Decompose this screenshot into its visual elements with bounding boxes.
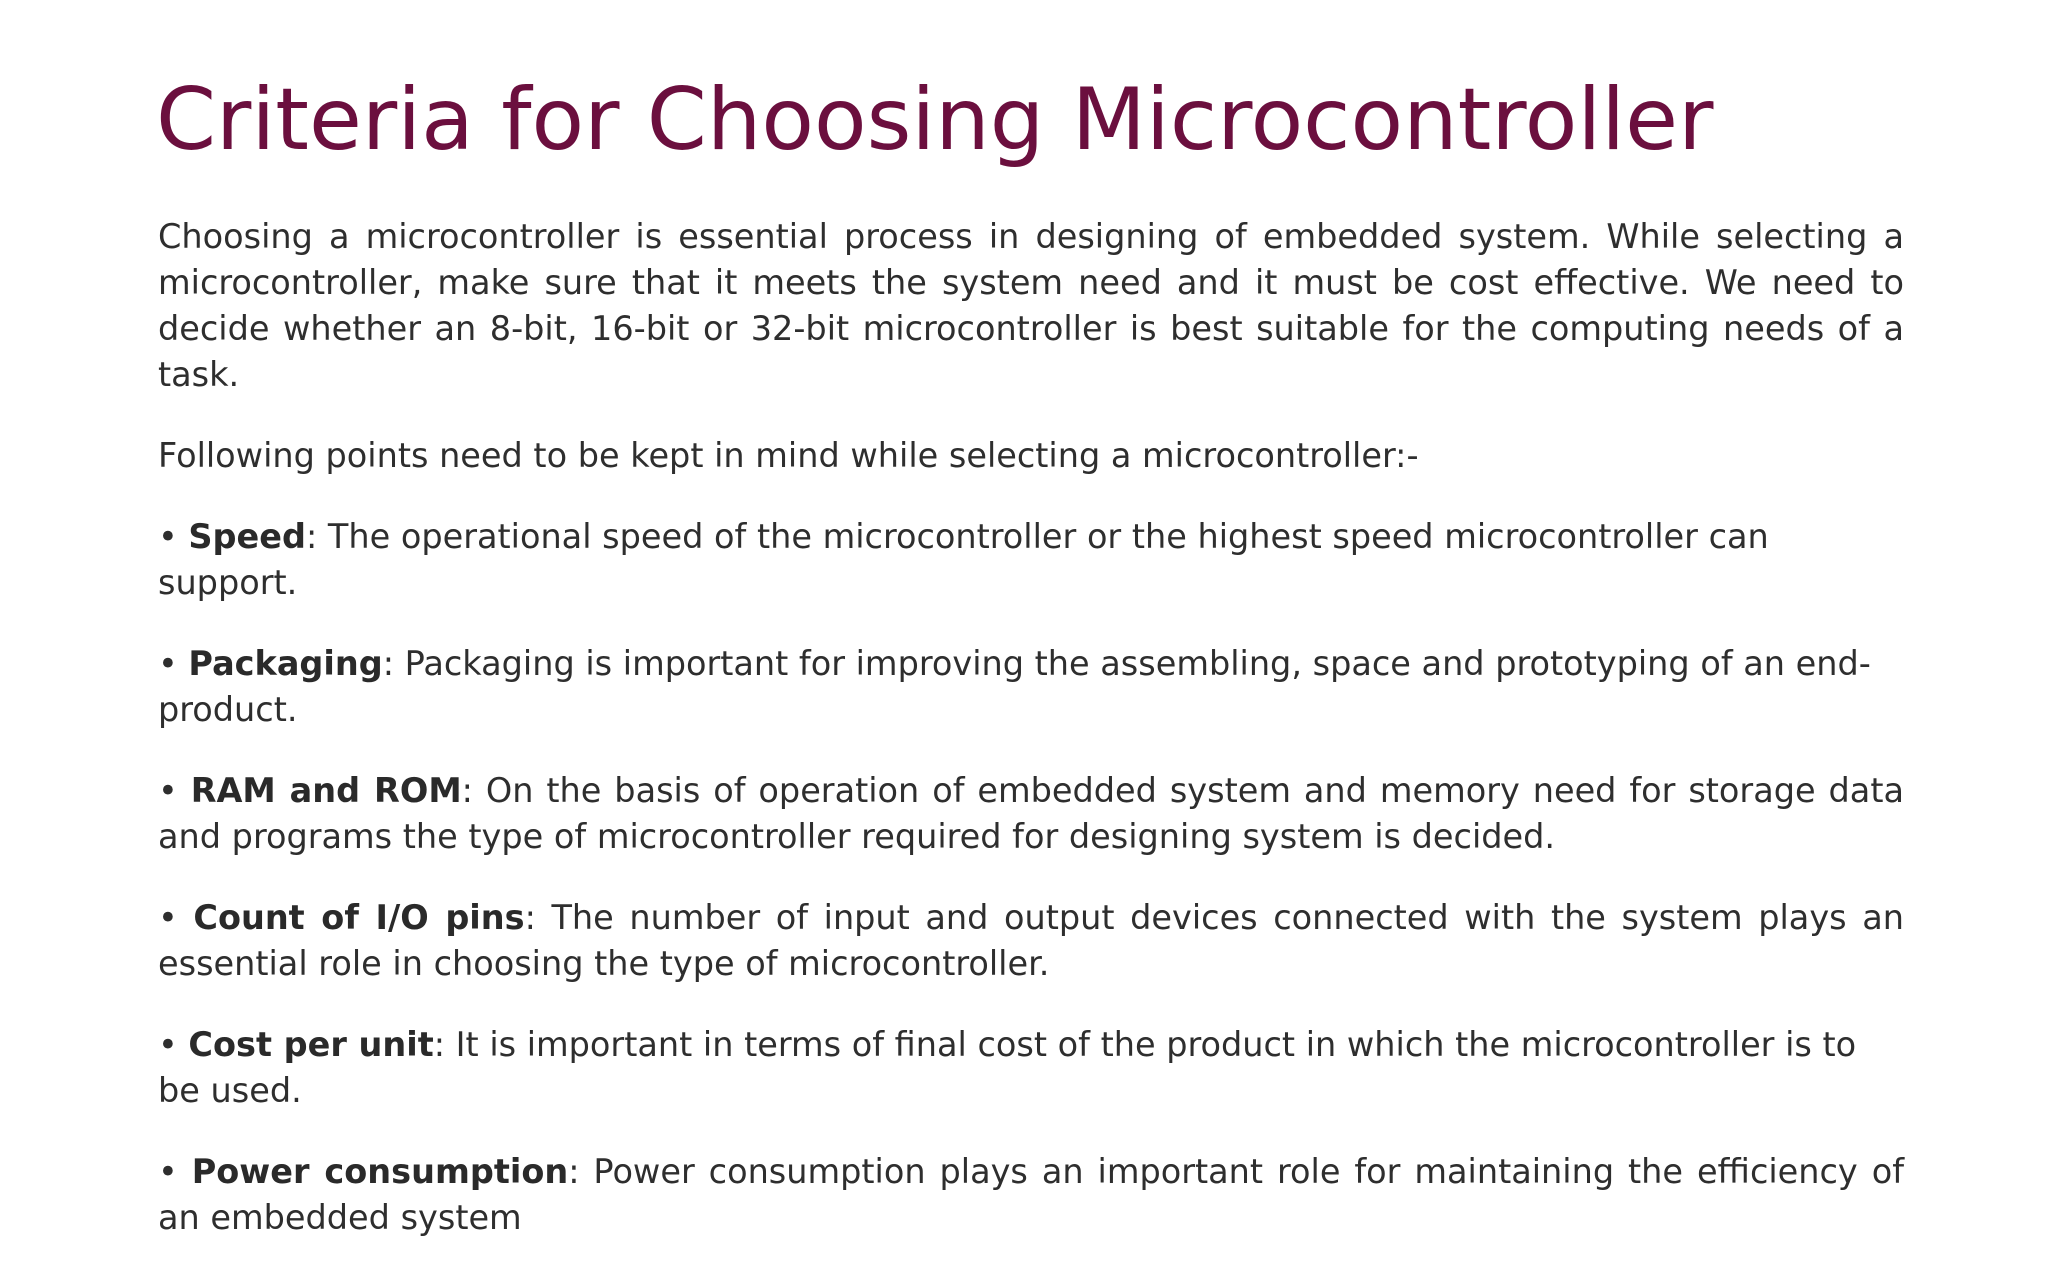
bullet-icon: •: [158, 1152, 178, 1191]
point-cost-per-unit: [158, 1022, 1904, 1114]
point-packaging: [158, 641, 1904, 733]
bullet-icon: •: [158, 517, 178, 556]
slide-title: Criteria for Choosing Microcontroller: [156, 70, 1714, 170]
lead-in-paragraph: Following points need to be kept in mind while selecting a microcontroller:-: [158, 436, 1419, 475]
point-term: Count of I/O pins: [193, 898, 525, 937]
bullet-icon: •: [158, 644, 178, 683]
point-io-pins: [158, 895, 1904, 987]
point-power-consumption: [158, 1149, 1904, 1241]
bullet-icon: •: [158, 898, 178, 937]
bullet-icon: •: [158, 1025, 178, 1064]
point-term: Speed: [188, 517, 306, 556]
point-text: : Packaging is important for improving the assembling, space and prototyping of an end-product.: [158, 644, 1871, 729]
point-text: : Power consumption plays an important role for maintaining the efficiency of an embedded system: [158, 1152, 1904, 1237]
point-text: : The number of input and output devices connected with the system plays an essential role in choosing the type of microcontroller.: [158, 898, 1904, 983]
point-speed: [158, 514, 1904, 606]
point-text: : It is important in terms of final cost of the product in which the microcontroller is to be used.: [158, 1025, 1857, 1110]
point-text: : The operational speed of the microcontroller or the highest speed microcontroller can support.: [158, 517, 1769, 602]
intro-paragraph: Choosing a microcontroller is essential process in designing of embedded system. While selecting a microcontroller, make sure that it meets the system need and it must be cost effective. We need to decide whether an 8-bit, 16-bit or 32-bit microcontroller is best suitable for the computing needs of a task.: [158, 217, 1904, 394]
point-term: Power consumption: [191, 1152, 569, 1191]
point-term: RAM and ROM: [190, 771, 462, 810]
point-ram-and-rom: [158, 768, 1904, 860]
slide-body: [158, 214, 1904, 1276]
point-term: Packaging: [188, 644, 383, 683]
bullet-icon: •: [158, 771, 178, 810]
point-text: : On the basis of operation of embedded system and memory need for storage data and programs the type of microcontroller required for designing system is decided.: [158, 771, 1904, 856]
point-term: Cost per unit: [188, 1025, 434, 1064]
